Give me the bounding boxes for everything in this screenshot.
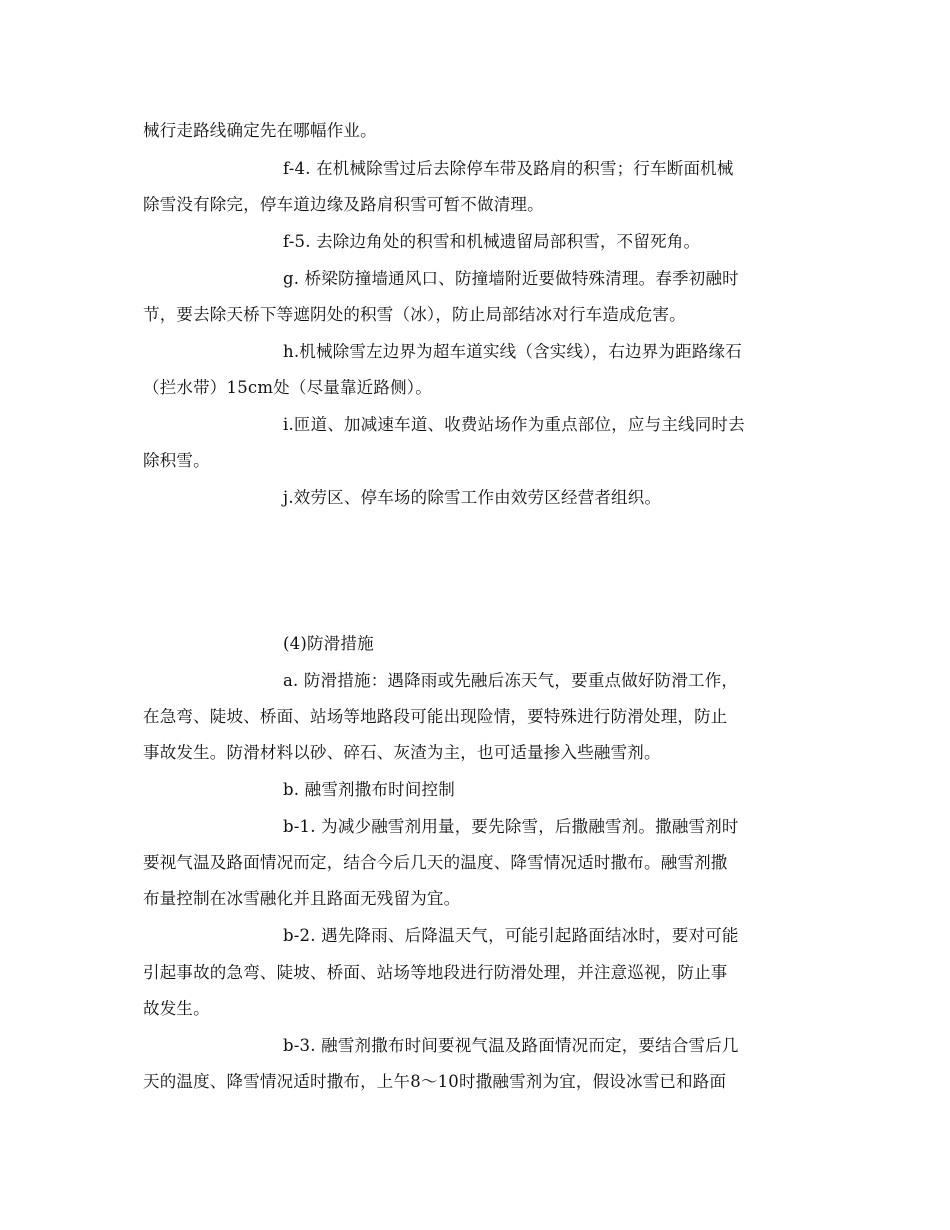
text-line: 天的温度、降雪情况适时撒布，上午8～10时撒融雪剂为宜，假设冰雪已和路面 bbox=[143, 1072, 727, 1091]
text-line: 布量控制在冰雪融化并且路面无残留为宜。 bbox=[143, 889, 461, 908]
text-line: g. 桥梁防撞墙通风口、防撞墙附近要做特殊清理。春季初融时 bbox=[283, 269, 739, 288]
text-line: 故发生。 bbox=[143, 999, 210, 1018]
text-line: 节，要去除天桥下等遮阴处的积雪（冰），防止局部结冰对行车造成危害。 bbox=[143, 305, 686, 324]
text-line: a. 防滑措施：遇降雨或先融后冻天气，要重点做好防滑工作， bbox=[283, 671, 739, 690]
text-line: f-4. 在机械除雪过后去除停车带及路肩的积雪；行车断面机械 bbox=[283, 159, 734, 178]
section-heading: (4)防滑措施 bbox=[283, 634, 374, 653]
text-line: 事故发生。防滑材料以砂、碎石、灰渣为主，也可适量掺入些融雪剂。 bbox=[143, 743, 661, 762]
text-line: b-1. 为减少融雪剂用量，要先除雪，后撒融雪剂。撒融雪剂时 bbox=[283, 817, 739, 836]
text-line: i.匝道、加减速车道、收费站场作为重点部位，应与主线同时去 bbox=[283, 415, 745, 434]
text-line: f-5. 去除边角处的积雪和机械遗留局部积雪，不留死角。 bbox=[283, 232, 701, 251]
text-line: b. 融雪剂撒布时间控制 bbox=[283, 780, 455, 799]
text-line: 械行走路线确定先在哪幅作业。 bbox=[143, 121, 377, 140]
text-line: 除雪没有除完，停车道边缘及路肩积雪可暂不做清理。 bbox=[143, 195, 544, 214]
text-line: b-2. 遇先降雨、后降温天气，可能引起路面结冰时，要对可能 bbox=[283, 926, 739, 945]
text-line: 引起事故的急弯、陡坡、桥面、站场等地段进行防滑处理，并注意巡视，防止事 bbox=[143, 963, 728, 982]
text-line: j.效劳区、停车场的除雪工作由效劳区经营者组织。 bbox=[283, 488, 662, 507]
text-line: 在急弯、陡坡、桥面、站场等地路段可能出现险情，要特殊进行防滑处理，防止 bbox=[143, 707, 728, 726]
text-line: （拦水带）15cm处（尽量靠近路侧）。 bbox=[143, 378, 432, 397]
text-line: b-3. 融雪剂撒布时间要视气温及路面情况而定，要结合雪后几 bbox=[283, 1036, 739, 1055]
text-line: h.机械除雪左边界为超车道实线（含实线），右边界为距路缘石 bbox=[283, 342, 742, 361]
text-line: 要视气温及路面情况而定，结合今后几天的温度、降雪情况适时撒布。融雪剂撒 bbox=[143, 853, 728, 872]
text-line: 除积雪。 bbox=[143, 451, 210, 470]
